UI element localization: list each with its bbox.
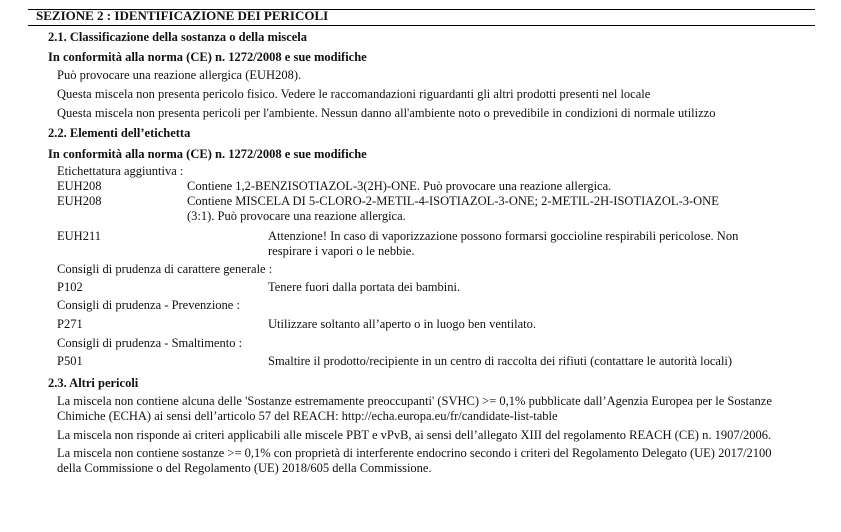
s21-line-3: Questa miscela non presenta pericoli per l'ambiente. Nessun danno all'ambiente noto o prevedibile in condizioni di normale utilizzo xyxy=(57,106,716,120)
s23-p1-line-2: Chimiche (ECHA) ai sensi dell’articolo 57 del REACH: http://echa.europa.eu/fr/candidate-list-table xyxy=(57,409,558,423)
euh-text: Attenzione! In caso di vaporizzazione possono formarsi goccioline respirabili pericolose. Non xyxy=(268,229,739,243)
s23-p2: La miscela non risponde ai criteri applicabili alle miscele PBT e vPvB, ai sensi dell’allegato XIII del regolamento REACH (CE) n. 1907/2006. xyxy=(57,428,772,442)
general-precaution-label: Consigli di prudenza di carattere generale : xyxy=(57,262,273,276)
regulation-2-2: In conformità alla norma (CE) n. 1272/2008 e sue modifiche xyxy=(48,147,367,161)
s23-p1-line-1: La miscela non contiene alcuna delle 'Sostanze estremamente preoccupanti' (SVHC) >= 0,1% pubblicate dall’Agenzia Europea per le Sostanze xyxy=(57,394,772,408)
euh-code: EUH208 xyxy=(57,179,102,193)
additional-labelling: Etichettatura aggiuntiva : xyxy=(57,164,184,178)
euh-text: Contiene MISCELA DI 5-CLORO-2-METIL-4-ISOTIAZOL-3-ONE; 2-METIL-2H-ISOTIAZOL-3-ONE xyxy=(187,194,719,208)
regulation-2-1: In conformità alla norma (CE) n. 1272/2008 e sue modifiche xyxy=(48,50,367,64)
p-text: Tenere fuori dalla portata dei bambini. xyxy=(268,280,461,294)
euh-text: Contiene 1,2-BENZISOTIAZOL-3(2H)-ONE. Può provocare una reazione allergica. xyxy=(187,179,612,193)
p-code: P102 xyxy=(57,280,83,294)
prevention-label: Consigli di prudenza - Prevenzione : xyxy=(57,298,240,312)
p-text: Utilizzare soltanto all’aperto o in luogo ben ventilato. xyxy=(268,317,536,331)
s23-p3-line-2: della Commissione o del Regolamento (UE) 2018/605 della Commissione. xyxy=(57,461,432,475)
s21-line-2: Questa miscela non presenta pericolo fisico. Vedere le raccomandazioni riguardanti gli altri prodotti presenti nel locale xyxy=(57,87,651,101)
euh-text-cont: (3:1). Può provocare una reazione allergica. xyxy=(187,209,406,223)
heading-2-3: 2.3. Altri pericoli xyxy=(48,376,139,390)
disposal-label: Consigli di prudenza - Smaltimento : xyxy=(57,336,243,350)
euh-text-cont: respirare i vapori o le nebbie. xyxy=(268,244,415,258)
s21-line-1: Può provocare una reazione allergica (EUH208). xyxy=(57,68,302,82)
p-code: P501 xyxy=(57,354,83,368)
p-text: Smaltire il prodotto/recipiente in un centro di raccolta dei rifiuti (contattare le autorità locali) xyxy=(268,354,733,368)
section-rule xyxy=(28,25,815,26)
heading-2-2: 2.2. Elementi dell’etichetta xyxy=(48,126,191,140)
section-title: SEZIONE 2 : IDENTIFICAZIONE DEI PERICOLI xyxy=(36,8,329,23)
s23-p3-line-1: La miscela non contiene sostanze >= 0,1% con proprietà di interferente endocrino secondo i criteri del Regolamento Delegato (UE) 2017/2100 xyxy=(57,446,772,460)
p-code: P271 xyxy=(57,317,83,331)
heading-2-1: 2.1. Classificazione della sostanza o della miscela xyxy=(48,30,308,44)
euh-code: EUH211 xyxy=(57,229,101,243)
euh-code: EUH208 xyxy=(57,194,102,208)
